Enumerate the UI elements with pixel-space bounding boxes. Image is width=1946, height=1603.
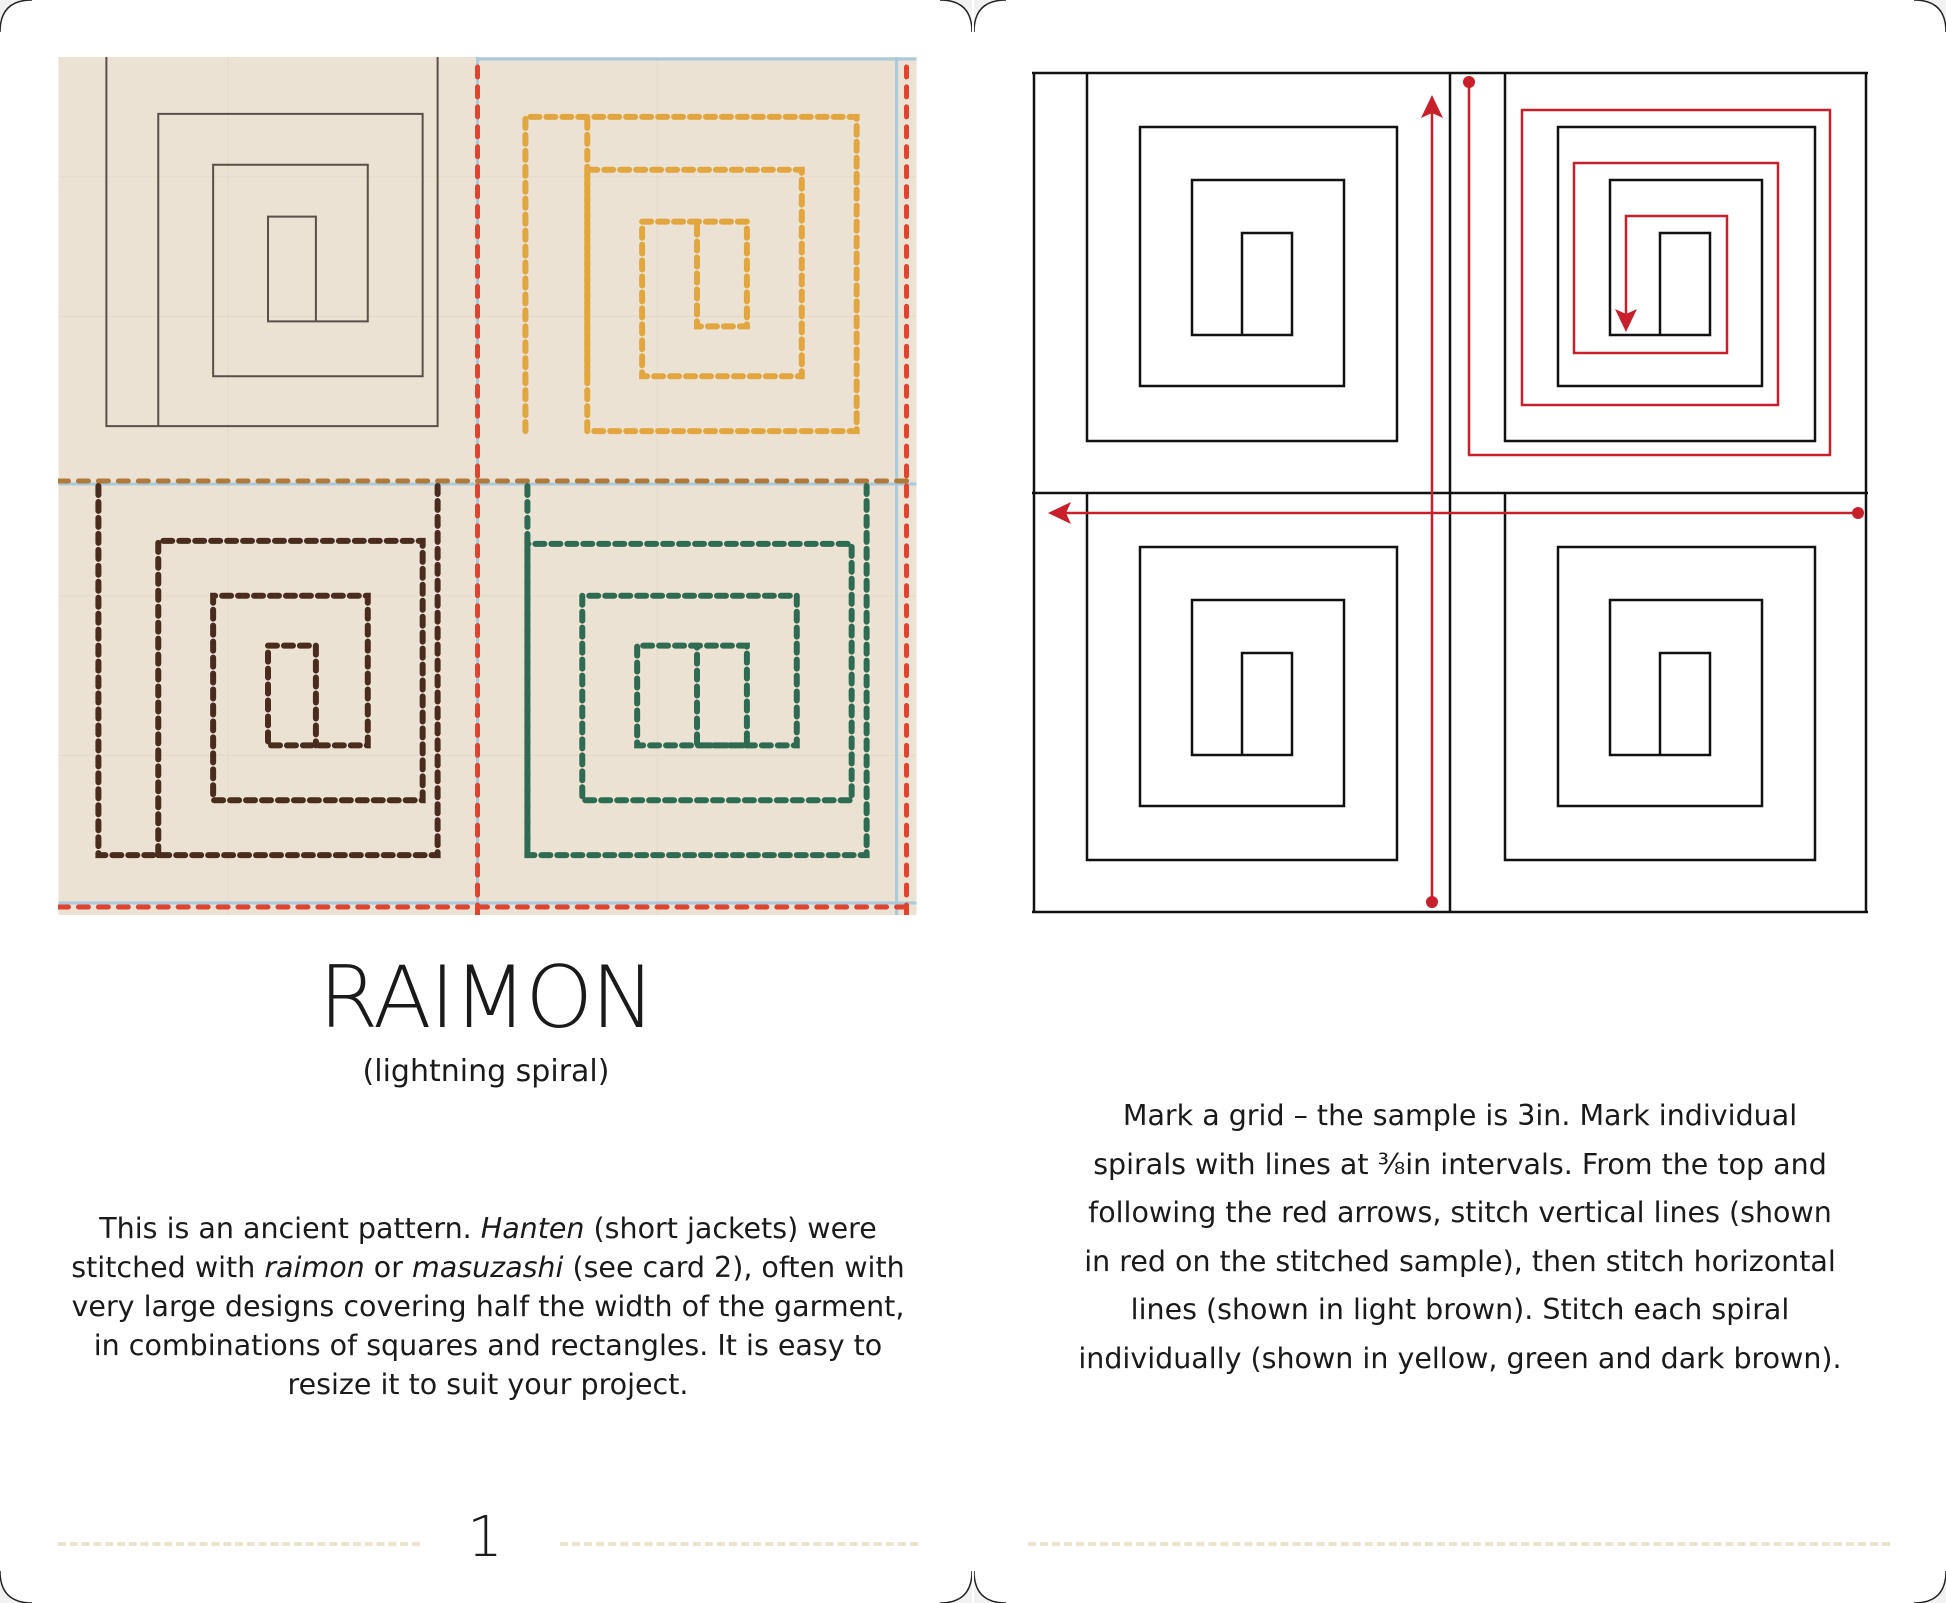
footer-divider [1028,1542,1890,1546]
instruction-line: lines (shown in light brown). Stitch each spiral [1130,1293,1790,1326]
term-hanten: Hanten [480,1212,585,1245]
term-masuzashi: masuzashi [412,1251,564,1284]
footer-divider-right [560,1542,918,1546]
pattern-description [70,1209,906,1404]
instruction-line: spirals with lines at ⅜in intervals. From the top and [1093,1147,1827,1181]
instruction-line: following the red arrows, stitch vertical lines (shown [1088,1196,1832,1229]
stitching-diagram [1032,70,1868,916]
right-card [974,0,1946,1603]
corner-bottom-left [0,1571,32,1603]
footer-divider-left [58,1542,420,1546]
description-text: or [364,1251,412,1284]
left-card [0,0,972,1603]
pattern-subtitle: (lightning spiral) [362,1054,610,1089]
instructions [1024,1092,1896,1383]
instruction-line: in red on the stitched sample), then stitch horizontal [1084,1244,1836,1278]
instruction-line: individually (shown in yellow, green and dark brown). [1078,1341,1842,1375]
description-text: (short jackets) were stitched with [71,1212,877,1284]
instruction-line: Mark a grid – the sample is 3in. Mark individual [1122,1099,1798,1132]
corner-bottom-right [1914,1571,1946,1603]
page-number: 1 [467,1505,503,1570]
corner-bottom-left [974,1571,1006,1603]
corner-top-right [940,0,972,32]
pattern-title: RAIMON [318,948,654,1048]
stitched-sample-photo [58,57,917,915]
corner-top-left [0,0,32,32]
corner-top-right [1914,0,1946,32]
corner-bottom-right [940,1571,972,1603]
description-text: (see card 2), often with very large designs covering half the width of the garment, in combinations of squares and rectangles. It is easy to resize it to suit your project. [71,1251,905,1401]
term-raimon: raimon [264,1251,365,1284]
description-text: This is an ancient pattern. [99,1212,481,1245]
corner-top-left [974,0,1006,32]
